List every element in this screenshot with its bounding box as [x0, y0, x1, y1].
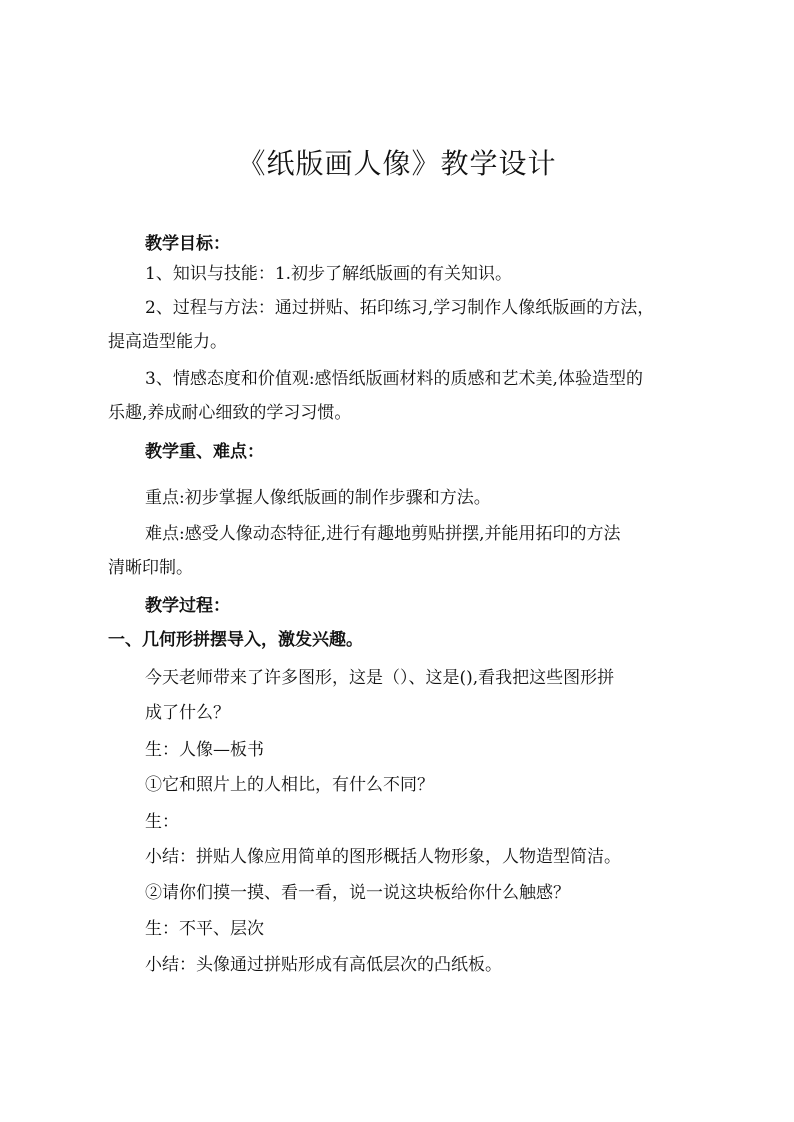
process-paragraph-4: 生： [145, 812, 179, 832]
key-points-heading: 教学重、难点： [145, 442, 264, 462]
difficult-point-line1: 难点:感受人像动态特征,进行有趣地剪贴拼摆,并能用拓印的方法 [145, 524, 621, 544]
key-point: 重点:初步掌握人像纸版画的制作步骤和方法。 [145, 488, 491, 508]
objective-attitude-values-line2: 乐趣,养成耐心细致的学习习惯。 [108, 403, 352, 423]
process-paragraph-1-line1: 今天老师带来了许多图形，这是（）、这是(),看我把这些图形拼 [145, 668, 615, 688]
objective-process-methods-line1: 2、过程与方法：通过拼贴、拓印练习,学习制作人像纸版画的方法， [145, 298, 655, 318]
objective-attitude-values-line1: 3、情感态度和价值观:感悟纸版画材料的质感和艺术美,体验造型的 [145, 369, 643, 389]
document-title: 《纸版画人像》教学设计 [237, 147, 557, 180]
process-paragraph-1-line2: 成了什么？ [145, 703, 230, 723]
process-paragraph-5: 小结：拼贴人像应用简单的图形概括人物形象，人物造型简洁。 [145, 847, 621, 867]
process-paragraph-7: 生：不平、层次 [145, 919, 264, 939]
objective-process-methods-line2: 提高造型能力。 [108, 332, 227, 352]
process-heading: 教学过程： [145, 596, 230, 616]
objective-knowledge-skills: 1、知识与技能：1.初步了解纸版画的有关知识。 [145, 264, 513, 284]
process-paragraph-6: ②请你们摸一摸、看一看，说一说这块板给你什么触感？ [145, 883, 570, 903]
process-paragraph-2: 生：人像—板书 [145, 740, 264, 760]
objectives-heading: 教学目标： [145, 234, 230, 254]
section-1-heading: 一、几何形拼摆导入，激发兴趣。 [108, 630, 363, 650]
process-paragraph-3: ①它和照片上的人相比，有什么不同？ [145, 775, 434, 795]
process-paragraph-8: 小结：头像通过拼贴形成有高低层次的凸纸板。 [145, 955, 502, 975]
difficult-point-line2: 清晰印制。 [108, 558, 193, 578]
